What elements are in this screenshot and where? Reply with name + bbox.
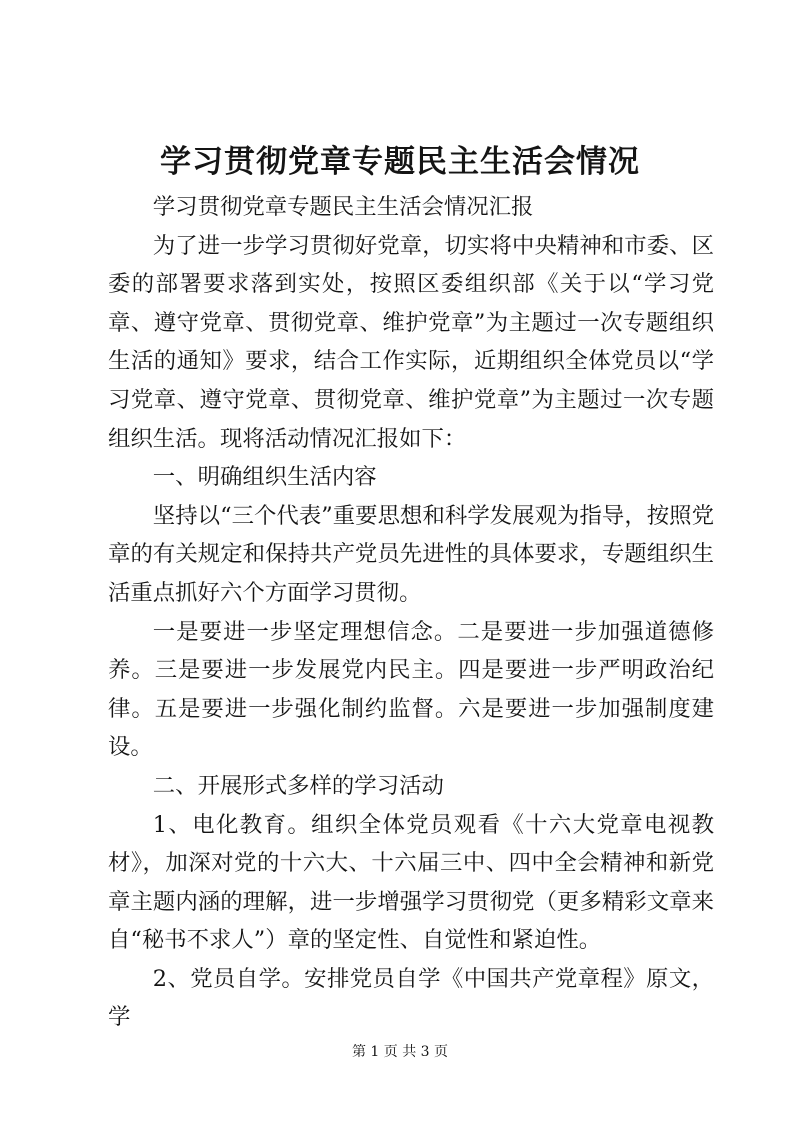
- paragraph-intro: 为了进一步学习贯彻好党章，切实将中央精神和市委、区委的部署要求落到实处，按照区委组织部《关于以“学习党章、遵守党章、贯彻党章、维护党章”为主题过一次专题组织生活的通知》要求，结合工作实际，近期组织全体党员以“学习党章、遵守党章、贯彻党章、维护党章”为主题过一次专题组织生活。现将活动情况汇报如下：: [108, 232, 714, 452]
- section-heading-1: 一、明确组织生活内容: [152, 464, 377, 491]
- paragraph-subtitle: 学习贯彻党章专题民主生活会情况汇报: [152, 194, 534, 220]
- paragraph-guidance: 坚持以“三个代表”重要思想和科学发展观为指导，按照党章的有关规定和保持共产党员先进性的具体要求，专题组织生活重点抓好六个方面学习贯彻。: [108, 502, 714, 606]
- section-heading-2: 二、开展形式多样的学习活动: [152, 772, 444, 799]
- document-title: 学习贯彻党章专题民主生活会情况: [160, 144, 640, 180]
- page-footer: 第 1 页 共 3 页: [351, 1044, 449, 1060]
- paragraph-item-1: 1、电化教育。组织全体党员观看《十六大党章电视教材》，加深对党的十六大、十六届三中、四中全会精神和新党章主题内涵的理解，进一步增强学习贯彻党（更多精彩文章来自“秘书不求人”）章的坚定性、自觉性和紧迫性。: [108, 811, 714, 954]
- paragraph-six-points: 一是要进一步坚定理想信念。二是要进一步加强道德修养。三是要进一步发展党内民主。四是要进一步严明政治纪律。五是要进一步强化制约监督。六是要进一步加强制度建设。: [108, 618, 714, 761]
- paragraph-item-2: 2、党员自学。安排党员自学《中国共产党章程》原文，学: [108, 965, 714, 1031]
- document-body: [108, 188, 714, 1037]
